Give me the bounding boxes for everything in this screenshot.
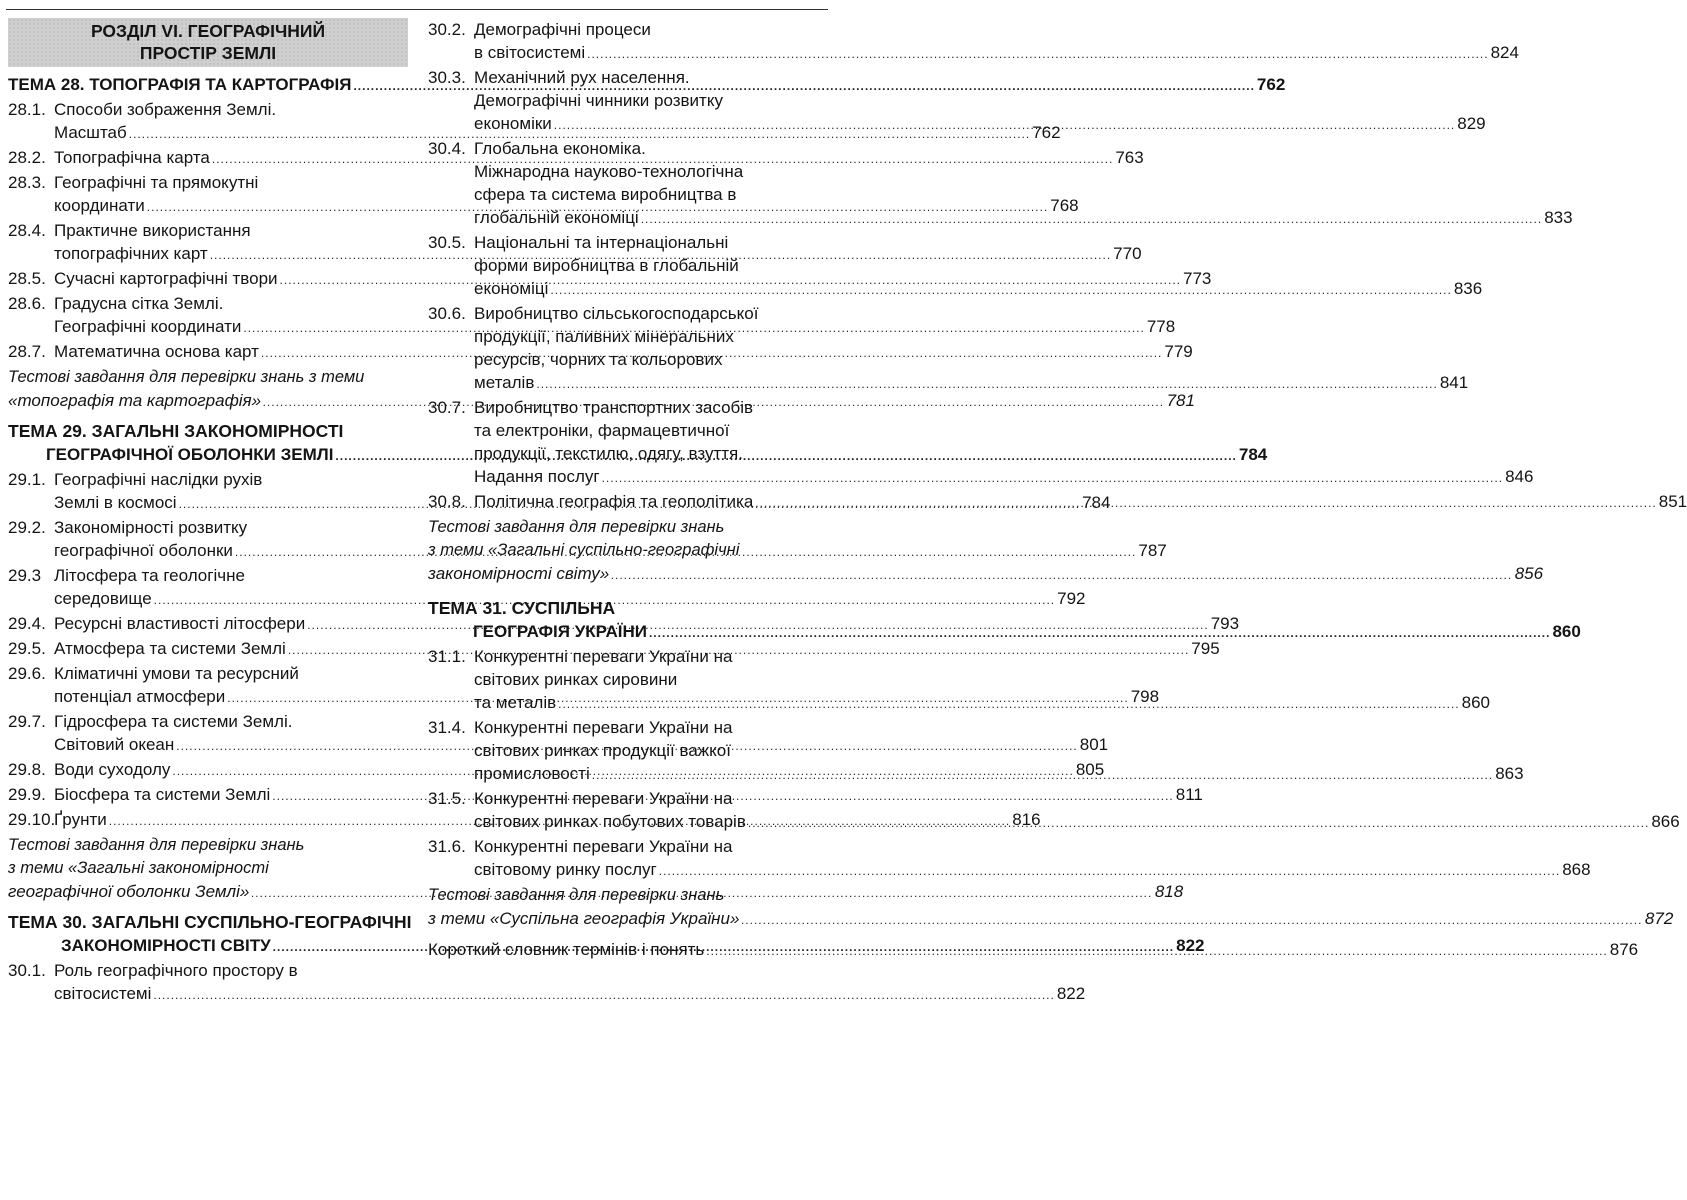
entry-number: 29.7. (8, 712, 46, 731)
entry-title-cont: світових ринках сировини (474, 670, 678, 689)
entry-title-cont: середовище (54, 589, 152, 608)
page-number: 841 (1439, 373, 1469, 392)
entry-title: Закономірності розвитку (54, 518, 248, 537)
entry-title: Конкурентні переваги України на (474, 718, 733, 737)
entry-title: Гідросфера та системи Землі. (54, 712, 293, 731)
page-number: 876 (1609, 940, 1639, 959)
test-title: Тестові завдання для перевірки знань (428, 518, 725, 536)
entry-number: 30.5. (428, 233, 466, 252)
toc-entry-31-6[interactable] (428, 835, 1591, 883)
page-number: 795 (1191, 639, 1220, 658)
page-number: 762 (1256, 75, 1286, 94)
test-title-cont2: географічної оболонки Землі» (8, 882, 250, 901)
page-number: 863 (1495, 764, 1524, 783)
page-number: 798 (1130, 687, 1160, 706)
topic-title-cont: ЗАКОНОМІРНОСТІ СВІТУ (61, 936, 271, 955)
entry-number: 28.3. (8, 173, 46, 192)
page-number: 787 (1138, 541, 1167, 560)
test-title-cont: з теми «Загальні закономірності (8, 859, 269, 877)
entry-title: Градусна сітка Землі. (54, 294, 224, 313)
test-title-cont2: закономірності світу» (428, 564, 610, 583)
entry-title: Виробництво транспортних засобів (474, 398, 754, 417)
entry-title-cont: потенціал атмосфери (54, 687, 226, 706)
page-number: 860 (1461, 693, 1490, 712)
entry-number: 29.5. (8, 639, 46, 658)
toc-entry-30-1[interactable] (8, 959, 1086, 1007)
page-number: 805 (1075, 760, 1105, 779)
entry-title-cont: Масштаб (54, 123, 127, 142)
entry-number: 30.4. (428, 139, 466, 158)
entry-title-cont2: економіки (474, 114, 552, 133)
test-title: Тестові завдання для перевірки знань (428, 886, 725, 904)
top-rule (6, 9, 828, 10)
page-number: 784 (1238, 445, 1268, 464)
entry-number: 30.6. (428, 304, 466, 323)
page-number: 824 (1490, 43, 1519, 62)
entry-title: Конкурентні переваги України на (474, 789, 733, 808)
entry-number: 30.8. (428, 492, 466, 511)
entry-title-cont: світових ринках продукції важкої (474, 741, 731, 760)
entry-title-cont: Світовий океан (54, 735, 175, 754)
page-number: 822 (1056, 984, 1086, 1003)
entry-number: 30.2. (428, 20, 466, 39)
page-number: 846 (1505, 467, 1534, 486)
topic-title: ТЕМА 28. ТОПОГРАФІЯ ТА КАРТОГРАФІЯ (8, 75, 352, 94)
entry-title-cont3: глобальній економіці (474, 208, 639, 227)
entry-title-cont2: економіці (474, 279, 549, 298)
page-number: 851 (1658, 492, 1687, 511)
entry-title-cont: форми виробництва в глобальній (474, 256, 739, 275)
entry-title-cont3: Надання послуг (474, 467, 600, 486)
entry-title: Літосфера та геологічне (54, 566, 245, 585)
entry-number: 29.8. (8, 760, 46, 779)
test-title-cont: з теми «Загальні суспільно-географічні (428, 541, 740, 559)
toc-entry-30-2[interactable] (428, 18, 1519, 66)
entry-number: 31.6. (428, 837, 466, 856)
page-number: 778 (1146, 317, 1176, 336)
entry-number: 28.6. (8, 294, 46, 313)
entry-title-cont: топографічних карт (54, 244, 208, 263)
page-number: 773 (1183, 269, 1212, 288)
entry-number: 29.4. (8, 614, 46, 633)
entry-title: Води суходолу (54, 760, 171, 779)
entry-title: Політична географія та геополітика (474, 492, 754, 511)
topic-title-cont: ГЕОГРАФІЧНОЇ ОБОЛОНКИ ЗЕМЛІ (46, 445, 334, 464)
entry-number: 28.4. (8, 221, 46, 240)
entry-title-cont: координати (54, 196, 145, 215)
entry-title-cont: в світосистемі (474, 43, 586, 62)
entry-number: 31.5. (428, 789, 466, 808)
entry-title-cont3: металів (474, 373, 535, 392)
page-number: 784 (1082, 493, 1111, 512)
entry-title: Атмосфера та системи Землі (54, 639, 286, 658)
entry-number: 30.3. (428, 68, 466, 87)
entry-title-cont2: сфера та система виробництва в (474, 185, 737, 204)
page-number: 770 (1113, 244, 1142, 263)
entry-title: Глобальна економіка. (474, 139, 646, 158)
entry-number: 30.7. (428, 398, 466, 417)
page-number: 793 (1210, 614, 1240, 633)
entry-title: Географічні наслідки рухів (54, 470, 263, 489)
entry-title-cont2: ресурсів, чорних та кольорових (474, 350, 723, 369)
section-header (8, 18, 408, 67)
page-number: 763 (1115, 148, 1144, 167)
entry-number: 28.7. (8, 342, 46, 361)
entry-title: Способи зображення Землі. (54, 100, 277, 119)
entry-title-cont2: продукції, текстилю, одягу, взуття. (474, 444, 743, 463)
page-number: 868 (1562, 860, 1591, 879)
test-title: Тестові завдання для перевірки знань з теми (8, 368, 365, 386)
entry-number: 29.3 (8, 566, 42, 585)
entry-title: Ґрунти (54, 810, 107, 829)
entry-number: 29.10. (8, 810, 56, 829)
entry-title: Роль географічного простору в (54, 961, 298, 980)
entry-number: 29.1. (8, 470, 46, 489)
page-number: 856 (1514, 564, 1544, 583)
entry-title-cont: світовому ринку послуг (474, 860, 657, 879)
page-number: 866 (1651, 812, 1680, 831)
page-number: 801 (1079, 735, 1109, 754)
entry-number: 29.2. (8, 518, 46, 537)
entry-number: 30.1. (8, 961, 46, 980)
entry-title: Сучасні картографічні твори (54, 269, 278, 288)
section-title-line1: РОЗДІЛ VI. ГЕОГРАФІЧНИЙ (90, 21, 326, 41)
entry-title: Топографічна карта (54, 148, 210, 167)
test-title: Тестові завдання для перевірки знань (8, 836, 305, 854)
entry-number: 31.4. (428, 718, 466, 737)
page-number: 822 (1176, 936, 1205, 955)
entry-title-cont2: промисловості (474, 764, 590, 783)
entry-title-cont: географічної оболонки (54, 541, 233, 560)
page-number: 836 (1453, 279, 1483, 298)
test-title-cont: «топографія та картографія» (8, 391, 262, 410)
glossary-title: Короткий словник термінів і понять (428, 940, 705, 959)
topic-title: ТЕМА 30. ЗАГАЛЬНІ СУСПІЛЬНО-ГЕОГРАФІЧНІ (8, 912, 412, 932)
topic-title-cont: ГЕОГРАФІЯ УКРАЇНИ (473, 622, 647, 641)
entry-number: 29.6. (8, 664, 46, 683)
page-number: 792 (1057, 589, 1086, 608)
page-number: 833 (1544, 208, 1573, 227)
page-number: 829 (1457, 114, 1486, 133)
test-title-cont: з теми «Суспільна географія України» (428, 909, 740, 928)
topic-title: ТЕМА 31. СУСПІЛЬНА (428, 598, 616, 618)
entry-title: Виробництво сільськогосподарської (474, 304, 759, 323)
entry-title: Конкурентні переваги України на (474, 837, 733, 856)
entry-title-cont: світосистемі (54, 984, 152, 1003)
entry-title-cont: Географічні координати (54, 317, 242, 336)
entry-title: Географічні та прямокутні (54, 173, 259, 192)
entry-title-cont: світових ринках побутових товарів (474, 812, 746, 831)
page-number: 860 (1552, 622, 1581, 641)
entry-title-cont: та електроніки, фармацевтичної (474, 421, 730, 440)
page-number: 781 (1166, 391, 1195, 410)
page-number: 768 (1050, 196, 1079, 215)
entry-title: Механічний рух населення. (474, 68, 690, 87)
topic-title: ТЕМА 29. ЗАГАЛЬНІ ЗАКОНОМІРНОСТІ (8, 421, 344, 441)
entry-number: 28.5. (8, 269, 46, 288)
entry-title: Конкурентні переваги України на (474, 647, 733, 666)
page-number: 811 (1175, 785, 1203, 804)
entry-title: Біосфера та системи Землі (54, 785, 271, 804)
page-number: 872 (1644, 909, 1674, 928)
entry-number: 28.1. (8, 100, 46, 119)
entry-title: Демографічні процеси (474, 20, 651, 39)
page-number: 762 (1032, 123, 1061, 142)
page-number: 779 (1164, 342, 1193, 361)
entry-number: 29.9. (8, 785, 46, 804)
entry-title-cont2: та металів (474, 693, 557, 712)
entry-title: Практичне використання (54, 221, 251, 240)
entry-number: 28.2. (8, 148, 46, 167)
page-number: 818 (1154, 882, 1184, 901)
entry-title: Кліматичні умови та ресурсний (54, 664, 299, 683)
entry-title-cont: Демографічні чинники розвитку (474, 91, 723, 110)
entry-title: Ресурсні властивості літосфери (54, 614, 306, 633)
entry-number: 31.1. (428, 647, 466, 666)
entry-title-cont: Міжнародна науково-технологічна (474, 162, 744, 181)
entry-title-cont: продукції, паливних мінеральних (474, 327, 734, 346)
entry-title: Національні та інтернаціональні (474, 233, 729, 252)
page-number: 816 (1012, 810, 1041, 829)
entry-title: Математична основа карт (54, 342, 259, 361)
entry-title-cont: Землі в космосі (54, 493, 177, 512)
section-title-line2: ПРОСТІР ЗЕМЛІ (139, 43, 277, 63)
